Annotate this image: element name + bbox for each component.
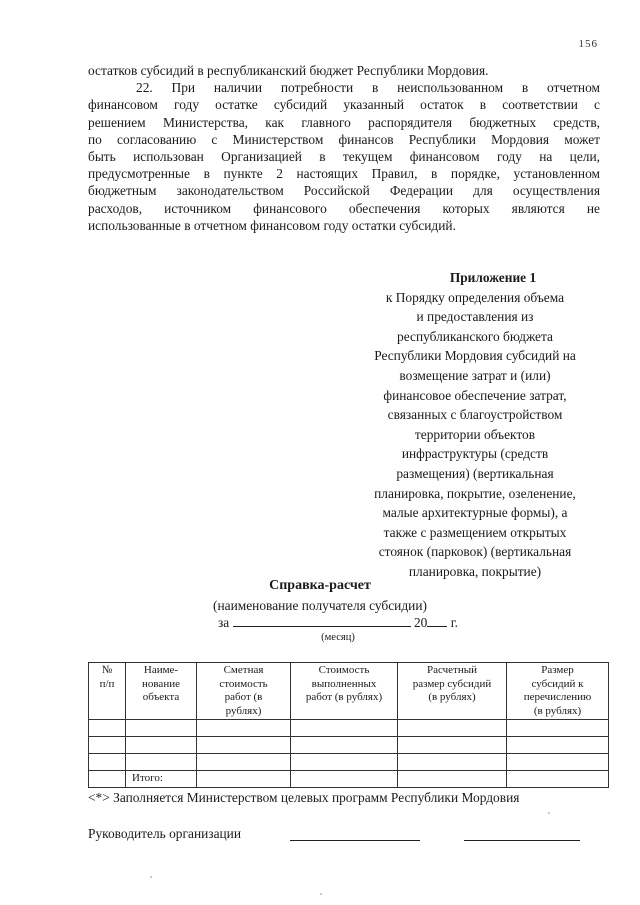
table-cell[interactable] [507, 737, 609, 754]
scan-speck [320, 893, 322, 895]
table-cell[interactable] [197, 754, 291, 771]
table-cell[interactable] [197, 720, 291, 737]
table-cell[interactable] [507, 720, 609, 737]
annex-line: возмещение затрат и (или) [399, 367, 551, 383]
year-blank[interactable] [427, 614, 447, 627]
header-estimated-cost: Сметная стоимость работ (в рублях) [197, 663, 291, 720]
annex-line: республиканского бюджета [397, 328, 553, 344]
period-line [218, 614, 458, 631]
annex-line: и предоставления из [416, 309, 534, 325]
annex-line: размещения) (вертикальная [396, 465, 554, 481]
year-prefix: 20 [413, 615, 428, 630]
table-row [89, 737, 609, 754]
table-cell[interactable] [89, 737, 126, 754]
table-cell[interactable] [197, 737, 291, 754]
year-suffix: г. [450, 615, 459, 630]
table-header-row [89, 663, 609, 720]
text-line: расходов, источником финансового обеспечения которых являются не [88, 200, 600, 216]
scan-speck [150, 876, 152, 878]
annex-block [350, 268, 600, 582]
table-cell[interactable] [126, 720, 197, 737]
calc-table [88, 662, 609, 788]
table-cell[interactable] [398, 737, 507, 754]
table-cell[interactable] [291, 754, 398, 771]
text-line: остатков субсидий в республиканский бюджет Республики Мордовия. [88, 63, 489, 78]
top-text [88, 62, 600, 234]
annex-line: связанных с благоустройством [387, 407, 563, 423]
annex-line: Республики Мордовия субсидий на [374, 348, 576, 364]
text-line: по согласованию с Министерством финансов Республики Мордовия может [88, 131, 600, 147]
table-cell[interactable] [126, 737, 197, 754]
annex-line: малые архитектурные формы), а [382, 505, 568, 521]
annex-line: инфраструктуры (средств [401, 446, 549, 462]
text-line: использованные в отчетном финансовом году остатки субсидий. [88, 217, 456, 233]
month-caption: (месяц) [321, 632, 355, 643]
table-cell[interactable] [398, 720, 507, 737]
footnote: <*> Заполняется Министерством целевых программ Республики Мордовия [88, 790, 520, 805]
table-row [89, 754, 609, 771]
recipient-name-caption: (наименование получателя субсидии) [213, 598, 427, 613]
annex-line: также с размещением открытых [383, 524, 567, 540]
text-line: быть использован Организацией в текущем финансовом году на цели, [88, 149, 600, 165]
table-cell[interactable] [398, 754, 507, 771]
table-cell[interactable] [507, 754, 609, 771]
table-cell[interactable] [291, 737, 398, 754]
header-subsidy-transfer: Размер субсидий к перечислению (в рублях) [507, 663, 609, 720]
annex-title: Приложение 1 [449, 270, 537, 285]
text-line: предусмотренные в пункте 2 настоящих Правил, в порядке, установленном [88, 166, 600, 182]
signature-label: Руководитель организации [88, 826, 242, 841]
page-number: 156 [578, 38, 598, 50]
period-prefix: за [218, 615, 230, 630]
table-cell[interactable] [89, 720, 126, 737]
annex-line: стоянок (парковок) (вертикальная [378, 544, 572, 560]
signature-line[interactable] [290, 840, 420, 841]
total-row [89, 771, 609, 788]
text-line: бюджетным законодательством Российской Федерации для осуществления [88, 183, 600, 199]
annex-line: планировка, покрытие) [408, 563, 542, 579]
table-cell[interactable] [291, 771, 398, 788]
table-cell[interactable] [398, 771, 507, 788]
text-line: финансовом году остатке субсидий указанный остаток в соответствии с [88, 97, 600, 113]
annex-line: финансовое обеспечение затрат, [383, 387, 567, 403]
annex-line: к Порядку определения объема [385, 289, 565, 305]
table-cell[interactable] [507, 771, 609, 788]
signature-name-line[interactable] [464, 840, 580, 841]
header-number: № п/п [89, 663, 126, 720]
table-cell[interactable] [197, 771, 291, 788]
table-cell[interactable] [89, 754, 126, 771]
annex-line: планировка, покрытие, озеленение, [374, 485, 576, 501]
table-row [89, 720, 609, 737]
table-cell[interactable] [291, 720, 398, 737]
scan-speck [548, 812, 550, 814]
month-blank[interactable] [233, 614, 411, 627]
header-work-cost: Стоимость выполненных работ (в рублях) [291, 663, 398, 720]
table-cell[interactable] [89, 771, 126, 788]
calc-title: Справка-расчет [269, 578, 371, 593]
total-label: Итого: [126, 771, 197, 788]
text-line: 22. При наличии потребности в неиспользованном в отчетном [136, 80, 600, 96]
text-line: решением Министерства, как главного распорядителя бюджетных средств, [88, 114, 600, 130]
header-calculated-subsidy: Расчетный размер субсидий (в рублях) [398, 663, 507, 720]
header-object-name: Наиме- нование объекта [126, 663, 197, 720]
annex-line: территории объектов [414, 426, 536, 442]
table-cell[interactable] [126, 754, 197, 771]
